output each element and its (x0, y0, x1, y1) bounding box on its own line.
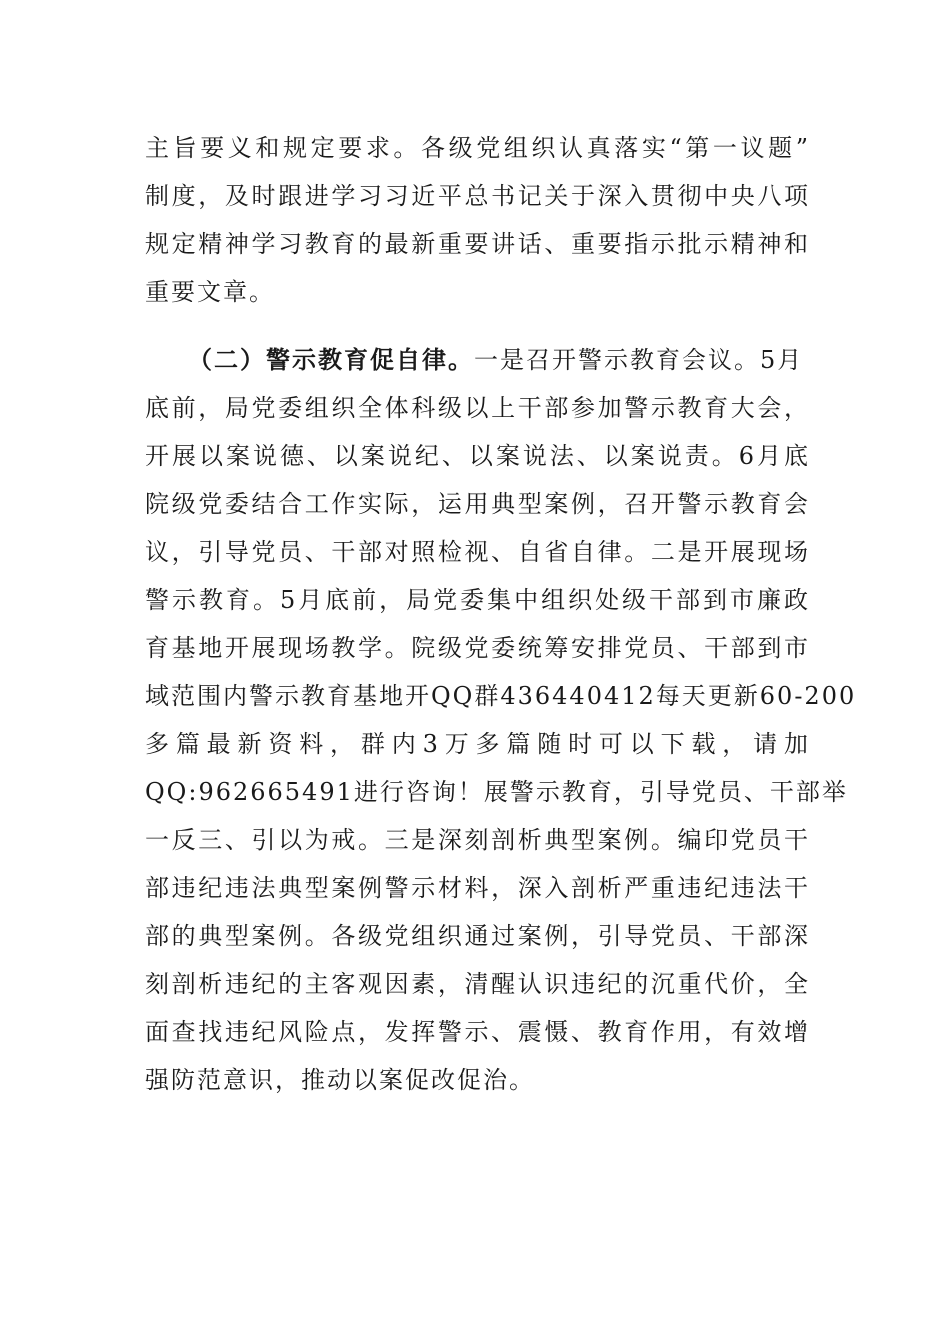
paragraph-2-line-10: QQ:962665491进行咨询！展警示教育，引导党员、干部举 (145, 778, 848, 806)
paragraph-2-line-3: 开展以案说德、以案说纪、以案说法、以案说责。6月底 (145, 442, 810, 470)
paragraph-2-line-14: 刻剖析违纪的主客观因素，清醒认识违纪的沉重代价，全 (145, 970, 810, 998)
paragraph-2-line-11: 一反三、引以为戒。三是深刻剖析典型案例。编印党员干 (145, 826, 810, 854)
paragraph-2-line-16: 强防范意识，推动以案促改促治。 (145, 1066, 535, 1094)
section-heading: （二）警示教育促自律。 (188, 346, 474, 374)
paragraph-2-line-8: 域范围内警示教育基地开QQ群436440412每天更新60-200 (145, 682, 857, 710)
paragraph-2-line-12: 部违纪违法典型案例警示材料，深入剖析严重违纪违法干 (145, 874, 810, 902)
paragraph-2-line-2: 底前，局党委组织全体科级以上干部参加警示教育大会， (145, 394, 810, 422)
paragraph-2-line-13: 部的典型案例。各级党组织通过案例，引导党员、干部深 (145, 922, 810, 950)
paragraph-2-line-4: 院级党委结合工作实际，运用典型案例，召开警示教育会 (145, 490, 810, 518)
paragraph-1-line-4: 重要文章。 (145, 278, 275, 306)
paragraph-1-line-2: 制度，及时跟进学习习近平总书记关于深入贯彻中央八项 (145, 182, 810, 210)
paragraph-2-line-7: 育基地开展现场教学。院级党委统筹安排党员、干部到市 (145, 634, 810, 662)
paragraph-1 (145, 124, 810, 316)
paragraph-1-line-3: 规定精神学习教育的最新重要讲话、重要指示批示精神和 (145, 230, 810, 258)
paragraph-2-line-5: 议，引导党员、干部对照检视、自省自律。二是开展现场 (145, 538, 810, 566)
paragraph-2-line-15: 面查找违纪风险点，发挥警示、震慑、教育作用，有效增 (145, 1018, 810, 1046)
paragraph-1-line-1: 主旨要义和规定要求。各级党组织认真落实“第一议题” (145, 134, 810, 162)
paragraph-2-line-6: 警示教育。5月底前，局党委集中组织处级干部到市廉政 (145, 586, 810, 614)
paragraph-2 (145, 336, 857, 1104)
paragraph-2-line-9: 多篇最新资料，群内3万多篇随时可以下载，请加 (145, 730, 810, 758)
paragraph-2-line-1-text: 一是召开警示教育会议。5月 (474, 346, 804, 374)
paragraph-2-line-1 (145, 336, 810, 384)
